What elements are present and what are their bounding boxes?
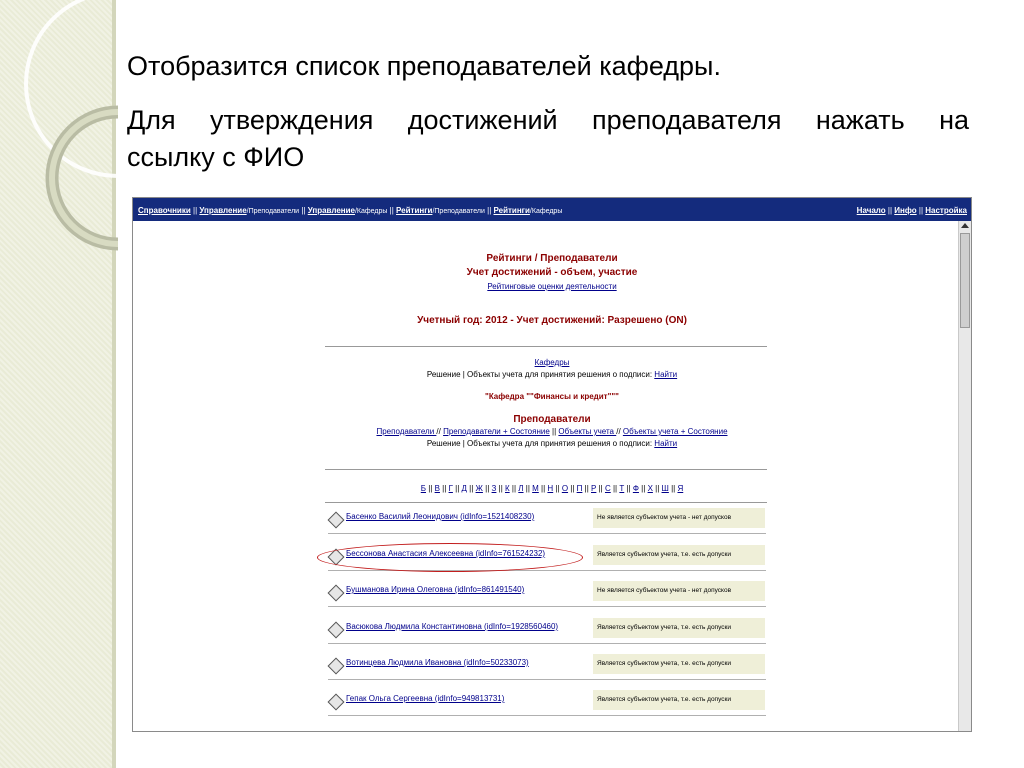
kafedry-link[interactable]: Кафедры [534,358,570,367]
alphabet-letter[interactable]: Х [647,484,653,493]
teacher-name-link[interactable]: Бессонова Анастасия Алексеевна (idInfo=761524232) [346,549,546,558]
alphabet-letter[interactable]: В [434,484,440,493]
alphabet-separator: || [596,484,605,493]
divider [325,346,767,347]
web-app-screenshot [132,197,972,732]
diamond-icon [328,622,345,639]
teacher-name-link[interactable]: Бушманова Ирина Олеговна (idInfo=861491540) [346,585,525,594]
alphabet-letter[interactable]: Л [518,484,524,493]
page-title: Рейтинги / Преподаватели [486,253,618,264]
ratings-link[interactable]: Рейтинговые оценки деятельности [487,282,617,291]
nav-sub-teachers[interactable]: /Преподаватели [246,208,300,215]
alphabet-letter[interactable]: О [561,484,569,493]
alphabet-separator: || [538,484,548,493]
alphabet-separator: || [426,484,435,493]
status-label: Является субъектом учета, т.е. есть допуски [593,654,765,674]
alphabet-letter[interactable]: З [491,484,497,493]
table-row [328,688,766,716]
row-divider [328,715,766,716]
scroll-up-arrow-icon[interactable] [961,223,969,228]
kafedra-name: "Кафедра ""Финансы и кредит""" [485,392,619,401]
table-row [328,506,766,534]
alphabet-separator: || [439,484,449,493]
alphabet-separator: || [509,484,519,493]
alphabet-letter[interactable]: Т [619,484,625,493]
nav-item-spravochniki[interactable]: Справочники [138,206,191,215]
row-divider [328,679,766,680]
teachers-link[interactable]: Преподаватели [376,427,437,436]
scrollbar-thumb[interactable] [960,233,970,328]
row-divider [328,606,766,607]
nav-link-home[interactable]: Начало [856,206,886,215]
alphabet-separator: || [496,484,505,493]
alphabet-separator: || [553,484,562,493]
status-label: Не является субъектом учета - нет допусков [593,581,765,601]
page-subtitle: Учет достижений - объем, участие [466,267,638,278]
teacher-name-link[interactable]: Басенко Василий Леонидович (idInfo=1521408230) [346,512,535,521]
find-link[interactable]: Найти [654,370,678,379]
alphabet-separator: || [466,484,476,493]
alphabet-separator: || [638,484,648,493]
table-row [328,616,766,644]
find-link-2[interactable]: Найти [654,439,678,448]
diamond-icon [328,658,345,675]
nav-sub-ratings-kafedry[interactable]: /Кафедры [529,208,563,215]
alphabet-letter[interactable]: Ж [475,484,483,493]
divider [325,469,767,470]
alphabet-letter[interactable]: Н [547,484,554,493]
alphabet-separator: || [668,484,678,493]
alphabet-index [133,484,971,493]
status-label: Является субъектом учета, т.е. есть допуски [593,690,765,710]
alphabet-separator: || [652,484,662,493]
nav-link-settings[interactable]: Настройка [925,206,967,215]
diamond-icon [328,512,345,529]
nav-item-upravlenie-kafedry[interactable]: Управление [307,206,355,215]
alphabet-letter[interactable]: К [505,484,510,493]
top-navigation-bar [133,198,971,221]
alphabet-letter[interactable]: Я [677,484,684,493]
alphabet-letter[interactable]: Г [448,484,453,493]
objects-link[interactable]: Объекты учета [558,427,617,436]
teacher-name-link[interactable]: Васюкова Людмила Константиновна (idInfo=1928560460) [346,622,559,631]
decision-label: Решение | Объекты учета для принятия решения о подписи: [426,370,655,379]
alphabet-letter[interactable]: М [532,484,539,493]
decorative-rings [0,0,120,260]
highlight-ellipse [317,543,583,572]
alphabet-separator: || [482,484,492,493]
alphabet-separator: || [610,484,620,493]
nav-sub-kafedry[interactable]: /Кафедры [354,208,388,215]
teachers-links: Преподаватели // Преподаватели + Состояние || Объекты учета // Объекты учета + Состояние [376,427,728,436]
divider [325,502,767,503]
decision-line [133,370,971,379]
nav-link-info[interactable]: Инфо [894,206,917,215]
alphabet-letter[interactable]: П [576,484,583,493]
status-label: Не является субъектом учета - нет допусков [593,508,765,528]
teachers-heading: Преподаватели [513,414,591,425]
nav-left: Справочники || Управление/Преподаватели || Управление/Кафедры || Рейтинги/Преподаватели || Рейтинги/Кафедры [138,206,563,215]
slide-text-line3: ссылку с ФИО [127,142,305,172]
nav-right: Начало || Инфо || Настройка [856,206,967,215]
row-divider [328,533,766,534]
teacher-name-link[interactable]: Вотинцева Людмила Ивановна (idInfo=50233073) [346,658,529,667]
alphabet-separator: || [568,484,577,493]
decision-line-2 [133,439,971,448]
alphabet-separator: || [582,484,592,493]
nav-item-ratings-kafedry[interactable]: Рейтинги [493,206,530,215]
table-row [328,579,766,607]
diamond-icon [328,694,345,711]
alphabet-separator: || [523,484,533,493]
slide-text-line2: Для утверждения достижений преподавателя нажать на [127,105,969,135]
slide-text-line1: Отобразится список преподавателей кафедры. [127,51,721,81]
status-label: Является субъектом учета, т.е. есть допуски [593,545,765,565]
nav-item-upravlenie-teachers[interactable]: Управление [199,206,247,215]
alphabet-letter[interactable]: Р [591,484,597,493]
alphabet-letter[interactable]: Д [461,484,467,493]
year-status: Учетный год: 2012 - Учет достижений: Разрешено (ON) [417,315,687,326]
status-label: Является субъектом учета, т.е. есть допуски [593,618,765,638]
alphabet-letter[interactable]: Б [420,484,426,493]
diamond-icon [328,585,345,602]
nav-sub-ratings-teachers[interactable]: /Преподаватели [432,208,485,215]
table-row [328,652,766,680]
nav-item-ratings-teachers[interactable]: Рейтинги [396,206,433,215]
teacher-name-link[interactable]: Гепак Ольга Сергеевна (idInfo=949813731) [346,694,505,703]
alphabet-separator: || [452,484,462,493]
decision-label-2: Решение | Объекты учета для принятия решения о подписи: [426,439,655,448]
alphabet-letter[interactable]: Ф [632,484,639,493]
alphabet-separator: || [624,484,633,493]
objects-state-link[interactable]: Объекты учета + Состояние [622,427,728,436]
alphabet-letter[interactable]: Ш [661,484,669,493]
alphabet-letter[interactable]: С [604,484,611,493]
vertical-scrollbar[interactable] [958,221,971,731]
row-divider [328,643,766,644]
teachers-state-link[interactable]: Преподаватели + Состояние [443,427,550,436]
